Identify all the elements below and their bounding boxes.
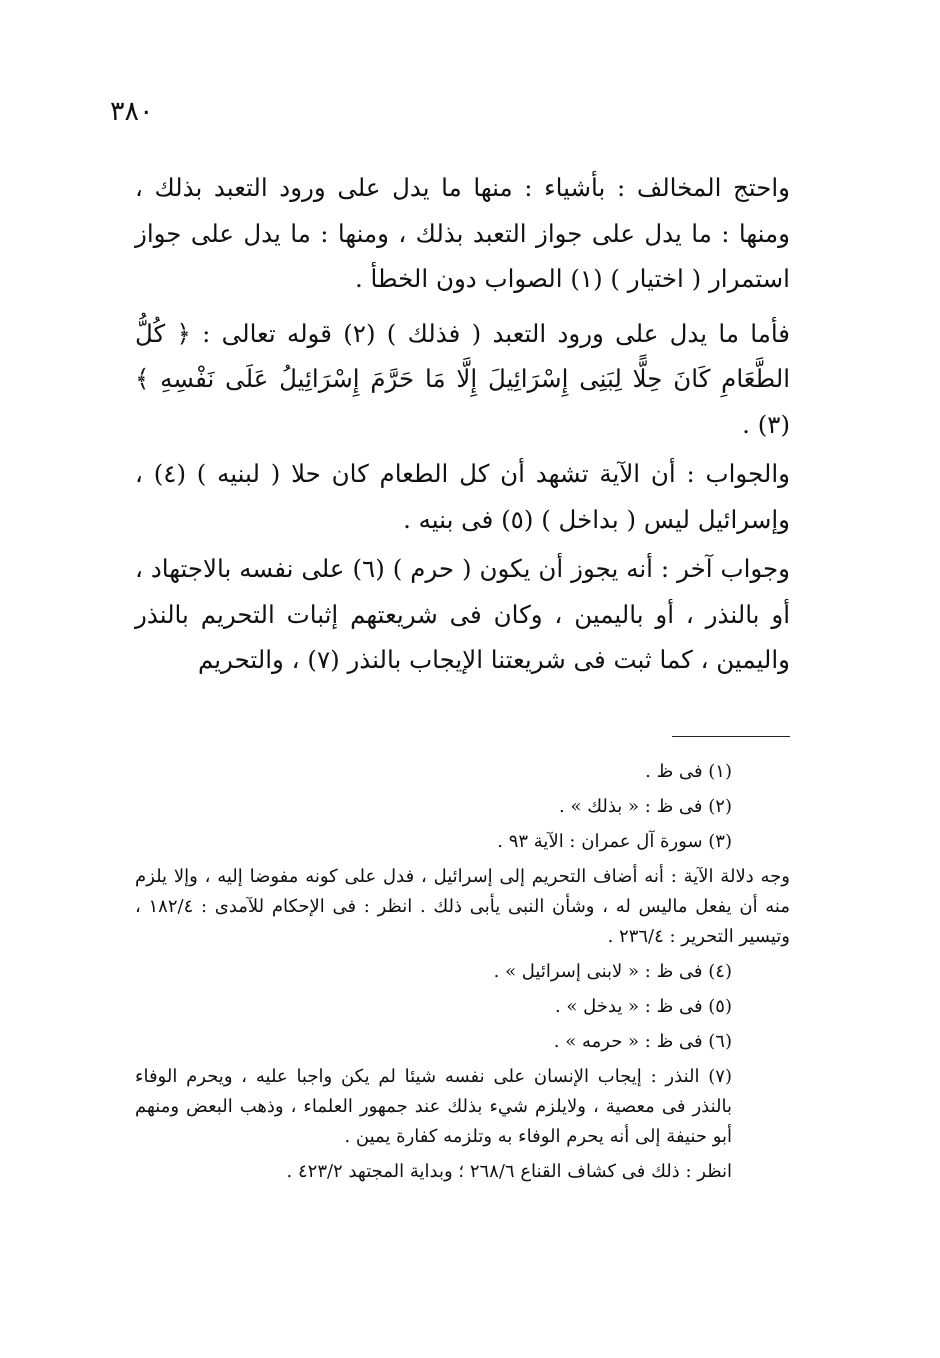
footnote-3-explanation: وجه دلالة الآية : أنه أضاف التحريم إلى إسرائيل ، فدل على كونه مفوضا إليه ، وإلا يلزم منه أن يفعل ماليس له ، وشأن النبى يأبى ذلك . انظر : فى الإحكام للآمدى : ١٨٢/٤ ، وتيسير التحرير : ٢٣٦/٤ . [135, 866, 790, 947]
footnote-5: (٥) فى ظ : « يدخل » . [554, 996, 732, 1017]
footnote-6: (٦) فى ظ : « حرمه » . [553, 1031, 732, 1052]
footnote-7-reference: انظر : ذلك فى كشاف القناع ٢٦٨/٦ ؛ وبداية المجتهد ٤٢٣/٢ . [286, 1161, 732, 1182]
page-number: ٣٨٠ [110, 96, 154, 127]
paragraph-answer: والجواب : أن الآية تشهد أن كل الطعام كان حلا ( لبنيه ) (٤) ، وإسرائيل ليس ( بداخل ) (٥) فى بنيه . [135, 459, 790, 534]
paragraph-opponent-argument: واحتج المخالف : بأشياء : منها ما يدل على ورود التعبد بذلك ، ومنها : ما يدل على جواز التعبد بذلك ، ومنها : ما يدل على جواز استمرار ( اختيار ) (١) الصواب دون الخطأ . [135, 173, 790, 293]
footnote-1: (١) فى ظ . [645, 761, 732, 782]
footnote-7: (٧) النذر : إيجاب الإنسان على نفسه شيئا لم يكن واجبا عليه ، ويحرم الوفاء بالنذر فى معصية ، ولايلزم شيء بذلك عند جمهور العلماء ، وذهب البعض ومنهم أبو حنيفة إلى أنه يحرم الوفاء به وتلزمه كفارة يمين . [135, 1066, 732, 1147]
footnote-separator [672, 736, 790, 737]
footnote-4: (٤) فى ظ : « لابنى إسرائيل » . [493, 961, 732, 982]
paragraph-another-answer: وجواب آخر : أنه يجوز أن يكون ( حرم ) (٦) على نفسه بالاجتهاد ، أو بالنذر ، أو باليمين ، وكان فى شريعتهم إثبات التحريم بالنذر واليمين ، كما ثبت فى شريعتنا الإيجاب بالنذر (٧) ، والتحريم [135, 554, 791, 674]
paragraph-verse-citation: فأما ما يدل على ورود التعبد ( فذلك ) (٢) قوله تعالى : ﴿ كُلُّ الطَّعَامِ كَانَ حِلًّا لِبَنِى إِسْرَائِيلَ إِلَّا مَا حَرَّمَ إِسْرَائِيلُ عَلَى نَفْسِهِ ﴾ (٣) . [135, 318, 790, 439]
footnote-2: (٢) فى ظ : « بذلك » . [559, 796, 732, 817]
main-text [135, 165, 790, 692]
footnotes [135, 757, 790, 1192]
footnote-3: (٣) سورة آل عمران : الآية ٩٣ . [497, 831, 732, 852]
